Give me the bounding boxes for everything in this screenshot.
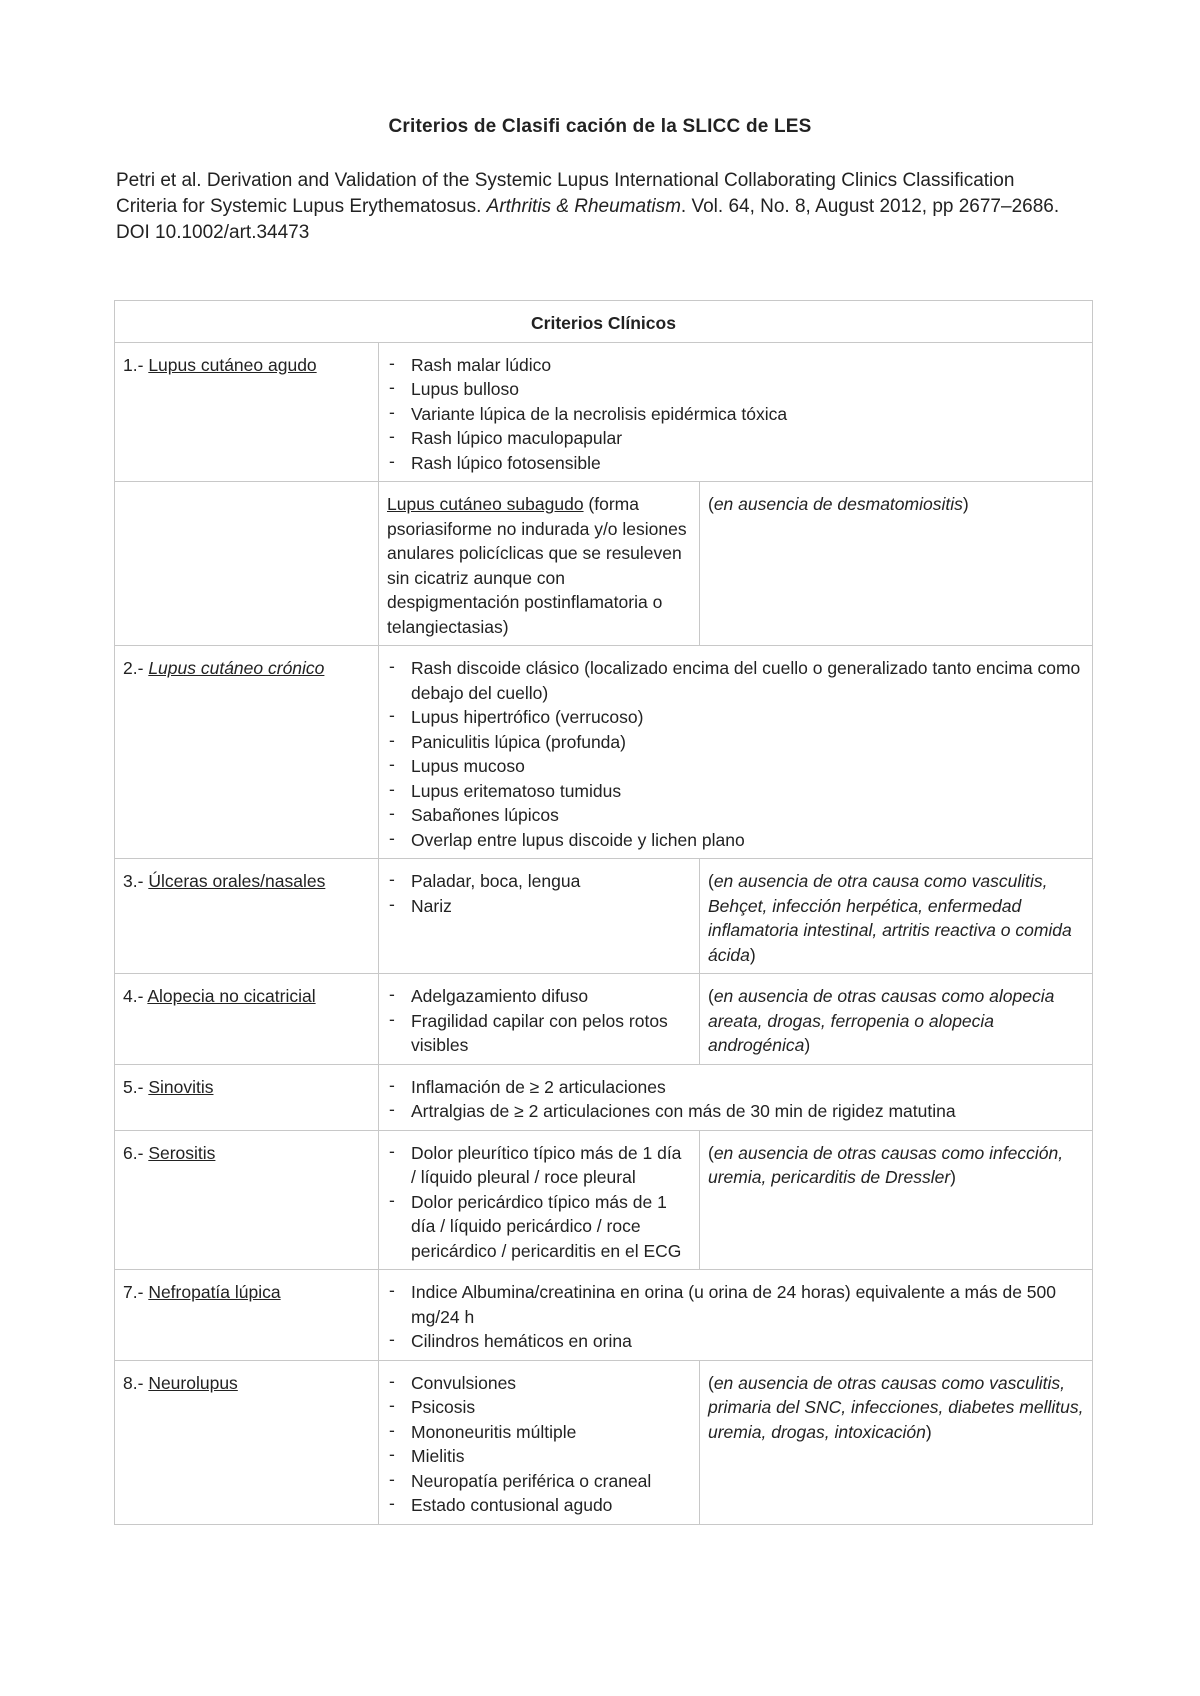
criterion-row-1-subacute (115, 482, 1093, 646)
criterion-number: 7.- (123, 1282, 144, 1302)
list-item: - Overlap entre lupus discoide y lichen plano (387, 828, 1084, 853)
list-item: - Dolor pleurítico típico más de 1 día / líquido pleural / roce pleural (387, 1141, 691, 1190)
criterion-items (379, 859, 700, 974)
criterion-row-3 (115, 859, 1093, 974)
list-item: - Psicosis (387, 1395, 691, 1420)
clinical-criteria-table (114, 300, 1093, 1525)
criterion-label (115, 342, 379, 482)
criterion-row-8 (115, 1360, 1093, 1524)
criterion-label (115, 646, 379, 859)
list-item: - Mononeuritis múltiple (387, 1420, 691, 1445)
criterion-items (379, 342, 1093, 482)
criterion-items (379, 974, 700, 1065)
subacute-name: Lupus cutáneo subagudo (387, 494, 584, 514)
criterion-name: Lupus cutáneo agudo (148, 354, 317, 375)
criterion-name: Úlceras orales/nasales (148, 871, 326, 891)
criterion-label (115, 974, 379, 1065)
note-text: en ausencia de otra causa como vasculitis, Behçet, infección herpética, enfermedad inflamatoria intestinal, artritis reactiva o comida ácida (708, 871, 1072, 965)
criterion-name: Alopecia no cicatricial (147, 986, 316, 1006)
criterion-number: 5.- (123, 1076, 144, 1097)
list-item: - Sabañones lúpicos (387, 803, 1084, 828)
empty-cell (115, 482, 379, 646)
criterion-items (379, 1270, 1093, 1361)
criterion-name: Nefropatía lúpica (148, 1282, 281, 1302)
criterion-note: (en ausencia de otras causas como infección, uremia, pericarditis de Dressler) (700, 1130, 1093, 1270)
list-item: - Fragilidad capilar con pelos rotos visibles (387, 1009, 691, 1058)
list-item: - Adelgazamiento difuso (387, 984, 691, 1009)
criterion-row-7 (115, 1270, 1093, 1361)
criterion-label (115, 1130, 379, 1270)
criterion-note: (en ausencia de otra causa como vasculitis, Behçet, infección herpética, enfermedad inflamatoria intestinal, artritis reactiva o comida ácida) (700, 859, 1093, 974)
criterion-name: Neurolupus (148, 1372, 238, 1393)
criterion-number: 1.- (123, 354, 144, 375)
citation-details: . Vol. 64, No. 8, August 2012, pp 2677–2686. DOI 10.1002/art.34473 (116, 196, 1060, 243)
criterion-row-4 (115, 974, 1093, 1065)
citation-journal: Arthritis & Rheumatism (486, 196, 681, 217)
subacute-description (379, 482, 700, 646)
criterion-number: 4.- (123, 986, 144, 1006)
criterion-label (115, 1270, 379, 1361)
criterion-row-6 (115, 1130, 1093, 1270)
criterion-row-2 (115, 646, 1093, 859)
list-item: - Indice Albumina/creatinina en orina (u orina de 24 horas) equivalente a más de 500 mg/24 h (387, 1280, 1084, 1329)
criterion-items (379, 1360, 700, 1524)
list-item: - Lupus eritematoso tumidus (387, 779, 1084, 804)
note-text: en ausencia de otras causas como vasculitis, primaria del SNC, infecciones, diabetes mellitus, uremia, drogas, intoxicación (708, 1372, 1084, 1442)
criterion-name: Lupus cutáneo crónico (148, 658, 325, 678)
criterion-items (379, 1130, 700, 1270)
list-item: - Cilindros hemáticos en orina (387, 1329, 1084, 1354)
criterion-row-1 (115, 342, 1093, 482)
criterion-note: (en ausencia de otras causas como vasculitis, primaria del SNC, infecciones, diabetes mellitus, uremia, drogas, intoxicación) (700, 1360, 1093, 1524)
list-item: - Neuropatía periférica o craneal (387, 1469, 691, 1494)
list-item: - Rash lúpico fotosensible (387, 451, 1084, 476)
list-item: - Rash discoide clásico (localizado encima del cuello o generalizado tanto encima como debajo del cuello) (387, 656, 1084, 705)
criterion-note: (en ausencia de desmatomiositis) (700, 482, 1093, 646)
list-item: - Rash malar lúdico (387, 353, 1084, 378)
list-item: - Inflamación de ≥ 2 articulaciones (387, 1075, 1084, 1100)
criterion-number: 3.- (123, 871, 144, 891)
citation (116, 168, 1076, 246)
criterion-row-5 (115, 1064, 1093, 1130)
criterion-number: 2.- (123, 658, 144, 678)
criterion-label (115, 1360, 379, 1524)
criterion-items (379, 1064, 1093, 1130)
citation-text: Petri et al. Derivation and Validation of the Systemic Lupus International Collaborating Clinics Classification Criteria for Systemic Lupus Erythematosus. (116, 170, 1015, 217)
document-title: Criterios de Clasifi cación de la SLICC de LES (388, 116, 812, 137)
list-item: - Artralgias de ≥ 2 articulaciones con más de 30 min de rigidez matutina (387, 1099, 1084, 1124)
list-item: - Mielitis (387, 1444, 691, 1469)
criterion-number: 6.- (123, 1142, 144, 1163)
list-item: - Nariz (387, 894, 691, 919)
criterion-label (115, 1064, 379, 1130)
note-text: en ausencia de desmatomiositis (713, 494, 963, 514)
table-header: Criterios Clínicos (115, 301, 1093, 343)
list-item: - Paniculitis lúpica (profunda) (387, 730, 1084, 755)
list-item: - Estado contusional agudo (387, 1493, 691, 1518)
table-header-row (115, 301, 1093, 343)
list-item: - Lupus mucoso (387, 754, 1084, 779)
criterion-number: 8.- (123, 1372, 144, 1393)
list-item: - Rash lúpico maculopapular (387, 426, 1084, 451)
note-text: en ausencia de otras causas como infección, uremia, pericarditis de Dressler (708, 1142, 1064, 1187)
note-text: en ausencia de otras causas como alopecia areata, drogas, ferropenia o alopecia androgénica (708, 986, 1055, 1055)
criterion-name: Serositis (148, 1142, 216, 1163)
list-item: - Lupus bulloso (387, 377, 1084, 402)
list-item: - Convulsiones (387, 1371, 691, 1396)
criterion-items (379, 646, 1093, 859)
criterion-note: (en ausencia de otras causas como alopecia areata, drogas, ferropenia o alopecia androgénica) (700, 974, 1093, 1065)
criterion-name: Sinovitis (148, 1076, 214, 1097)
list-item: - Variante lúpica de la necrolisis epidérmica tóxica (387, 402, 1084, 427)
subacute-desc: (forma psoriasiforme no indurada y/o lesiones anulares policíclicas que se resuleven sin cicatriz aunque con despigmentación postinflamatoria o telangiectasias) (387, 494, 687, 637)
criterion-label (115, 859, 379, 974)
list-item: - Lupus hipertrófico (verrucoso) (387, 705, 1084, 730)
list-item: - Paladar, boca, lengua (387, 869, 691, 894)
list-item: - Dolor pericárdico típico más de 1 día / líquido pericárdico / roce pericárdico / pericarditis en el ECG (387, 1190, 691, 1264)
